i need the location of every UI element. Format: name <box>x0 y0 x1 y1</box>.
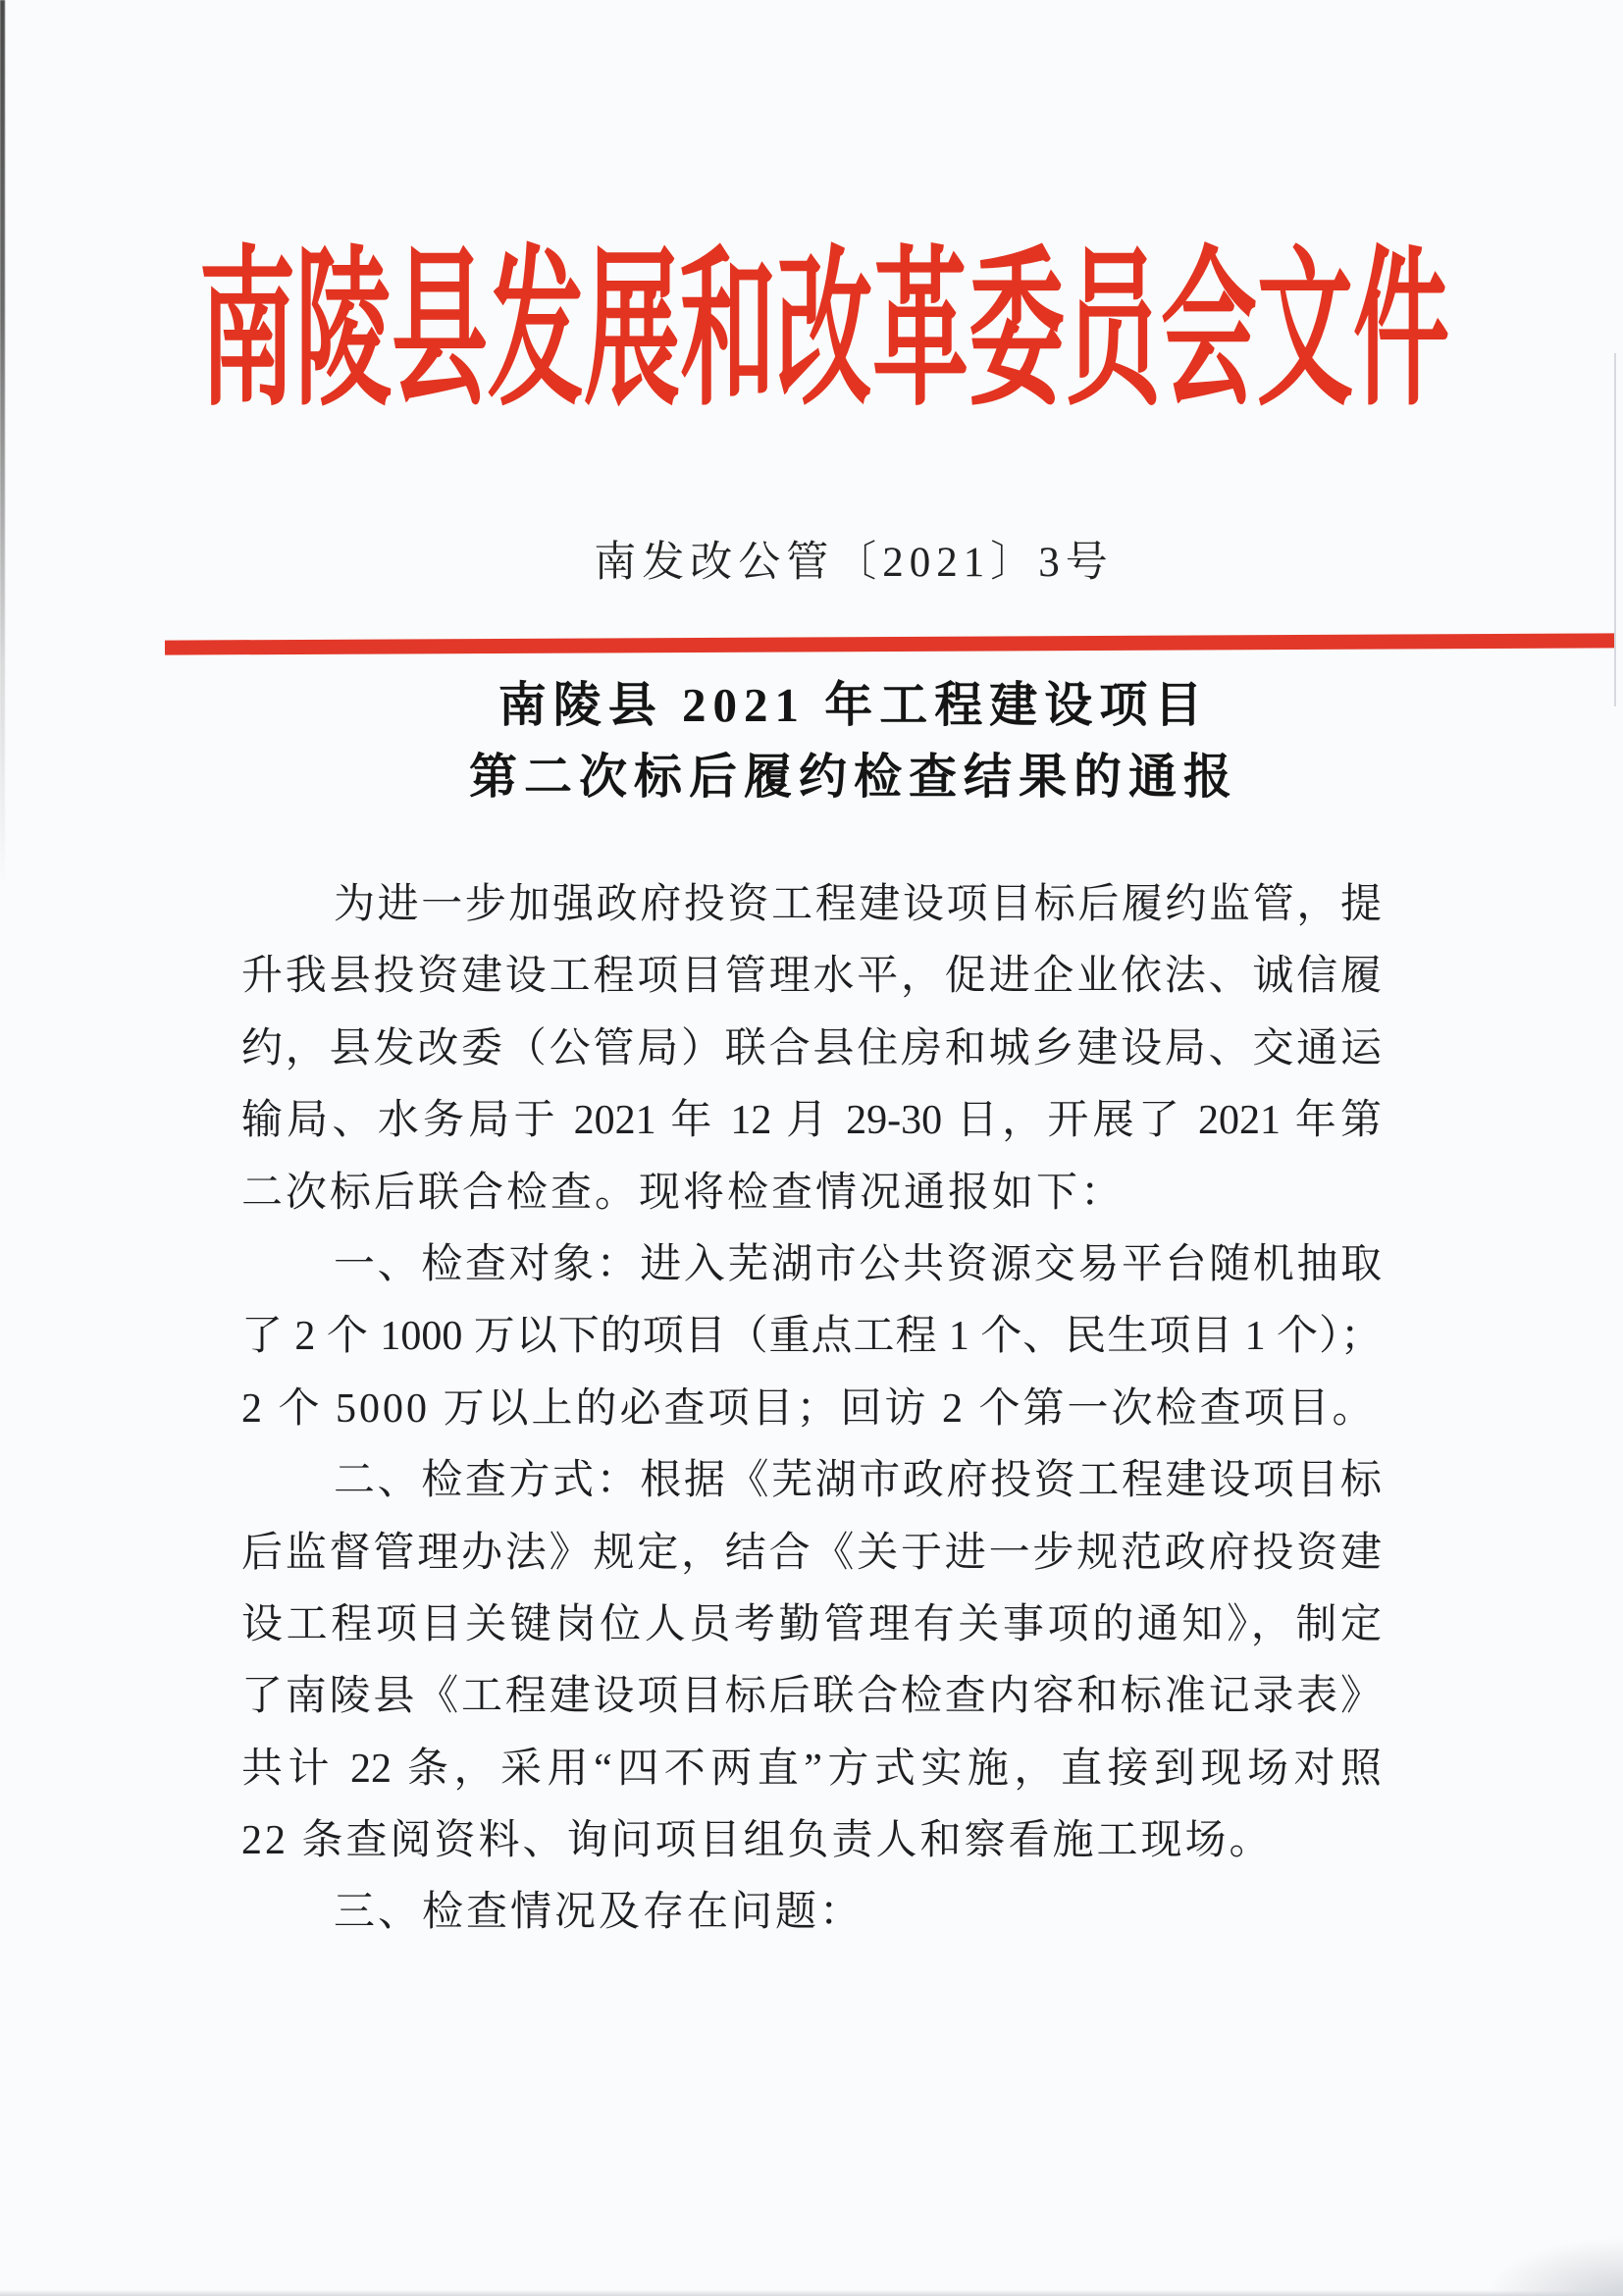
body-line: 二、检查方式：根据《芜湖市政府投资工程建设项目标 <box>334 1458 1382 1504</box>
document-title-line1: 南陵县 2021 年工程建设项目 <box>497 678 1210 732</box>
body-line: 约，县发改委（公管局）联合县住房和城乡建设局、交通运 <box>241 1025 1382 1071</box>
body-line: 输局、水务局于 2021 年 12 月 29-30 日，开展了 2021 年第 <box>241 1098 1382 1144</box>
scan-corner-smudge <box>1486 2237 1623 2296</box>
body-line: 22 条查阅资料、询问项目组负责人和察看施工现场。 <box>241 1818 1274 1864</box>
body-line: 了 2 个 1000 万以下的项目（重点工程 1 个、民生项目 1 个）； <box>241 1314 1382 1360</box>
document-number: 南发改公管〔2021〕3号 <box>594 540 1114 586</box>
body-line: 一、检查对象：进入芜湖市公共资源交易平台随机抽取 <box>334 1241 1382 1287</box>
document-title-line2: 第二次标后履约检查结果的通报 <box>468 750 1238 804</box>
body-line: 了南陵县《工程建设项目标后联合检查内容和标准记录表》 <box>241 1674 1382 1720</box>
body-line: 升我县投资建设工程项目管理水平，促进企业依法、诚信履 <box>241 954 1382 1000</box>
body-line: 二次标后联合检查。现将检查情况通报如下： <box>241 1170 1126 1216</box>
scan-edge-bottom <box>0 2290 1623 2296</box>
agency-letterhead: 南陵县发展和改革委员会文件 <box>198 238 1449 428</box>
document-title <box>84 669 1623 812</box>
scan-edge-left <box>0 0 5 883</box>
document-body <box>241 869 1382 1950</box>
body-line: 后监督管理办法》规定，结合《关于进一步规范政府投资建 <box>241 1530 1382 1576</box>
body-line: 共计 22 条，采用“四不两直”方式实施，直接到现场对照 <box>241 1746 1382 1792</box>
body-line: 设工程项目关键岗位人员考勤管理有关事项的通知》，制定 <box>241 1601 1382 1647</box>
body-line: 2 个 5000 万以上的必查项目；回访 2 个第一次检查项目。 <box>241 1385 1377 1432</box>
red-divider-line <box>165 633 1614 654</box>
body-line: 为进一步加强政府投资工程建设项目标后履约监管，提 <box>334 882 1382 927</box>
body-line: 三、检查情况及存在问题： <box>334 1890 864 1936</box>
